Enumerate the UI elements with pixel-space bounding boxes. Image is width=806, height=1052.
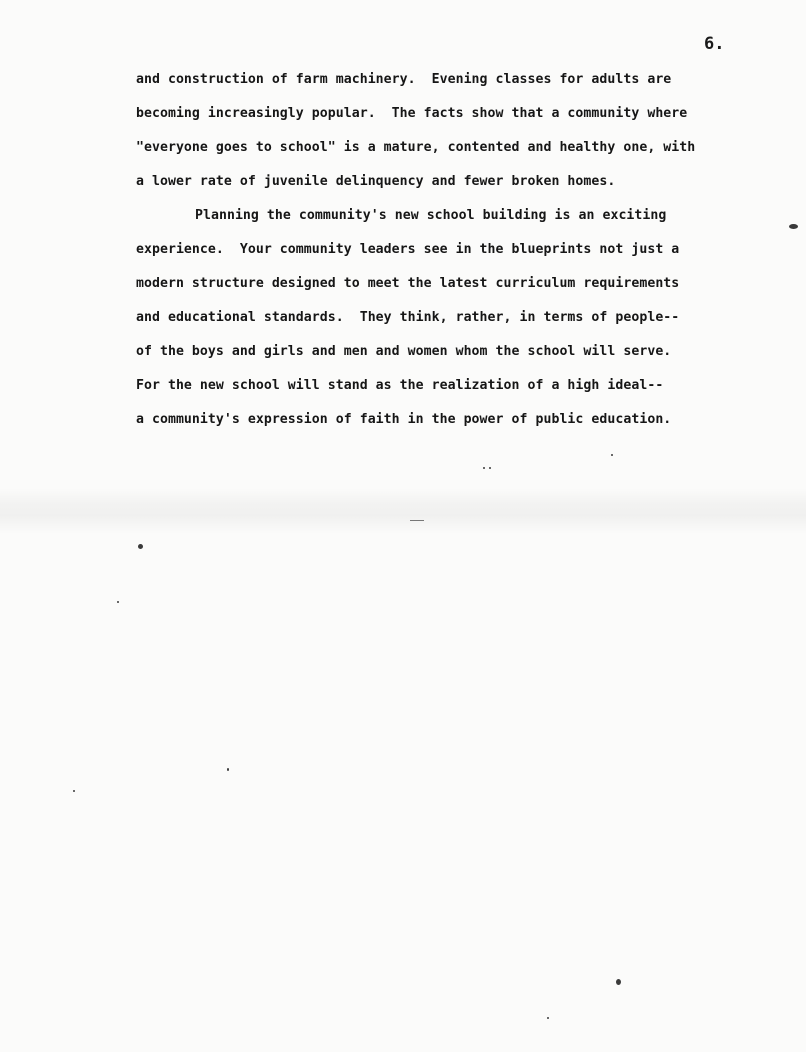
scan-speck [483,467,485,469]
paragraph-2-line-4: and educational standards. They think, rather, in terms of people-- [136,310,680,325]
paragraph-1-line-4: a lower rate of juvenile delinquency and fewer broken homes. [136,174,616,189]
scan-speck [789,224,798,229]
scan-artifact-band [0,488,806,534]
paragraph-2-line-6: For the new school will stand as the realization of a high ideal-- [136,378,664,393]
scan-speck [138,544,143,549]
paragraph-1-line-2: becoming increasingly popular. The facts show that a community where [136,106,688,121]
scan-speck [489,467,491,469]
paragraph-2-line-3: modern structure designed to meet the latest curriculum requirements [136,276,680,291]
paragraph-2-line-2: experience. Your community leaders see in the blueprints not just a [136,242,680,257]
paragraph-2-line-7: a community's expression of faith in the power of public education. [136,412,672,427]
paragraph-1-line-3: "everyone goes to school" is a mature, contented and healthy one, with [136,140,696,155]
scan-speck [117,601,119,603]
scan-speck [616,979,621,985]
paragraph-2-line-1: Planning the community's new school building is an exciting [195,208,667,223]
scan-speck [73,790,75,792]
scan-speck [227,768,229,771]
scan-speck [611,454,613,456]
paragraph-2-line-5: of the boys and girls and men and women whom the school will serve. [136,344,672,359]
scan-speck [410,520,424,521]
paragraph-1-line-1: and construction of farm machinery. Evening classes for adults are [136,72,672,87]
scan-speck [547,1017,549,1019]
page-number: 6. [704,34,725,54]
